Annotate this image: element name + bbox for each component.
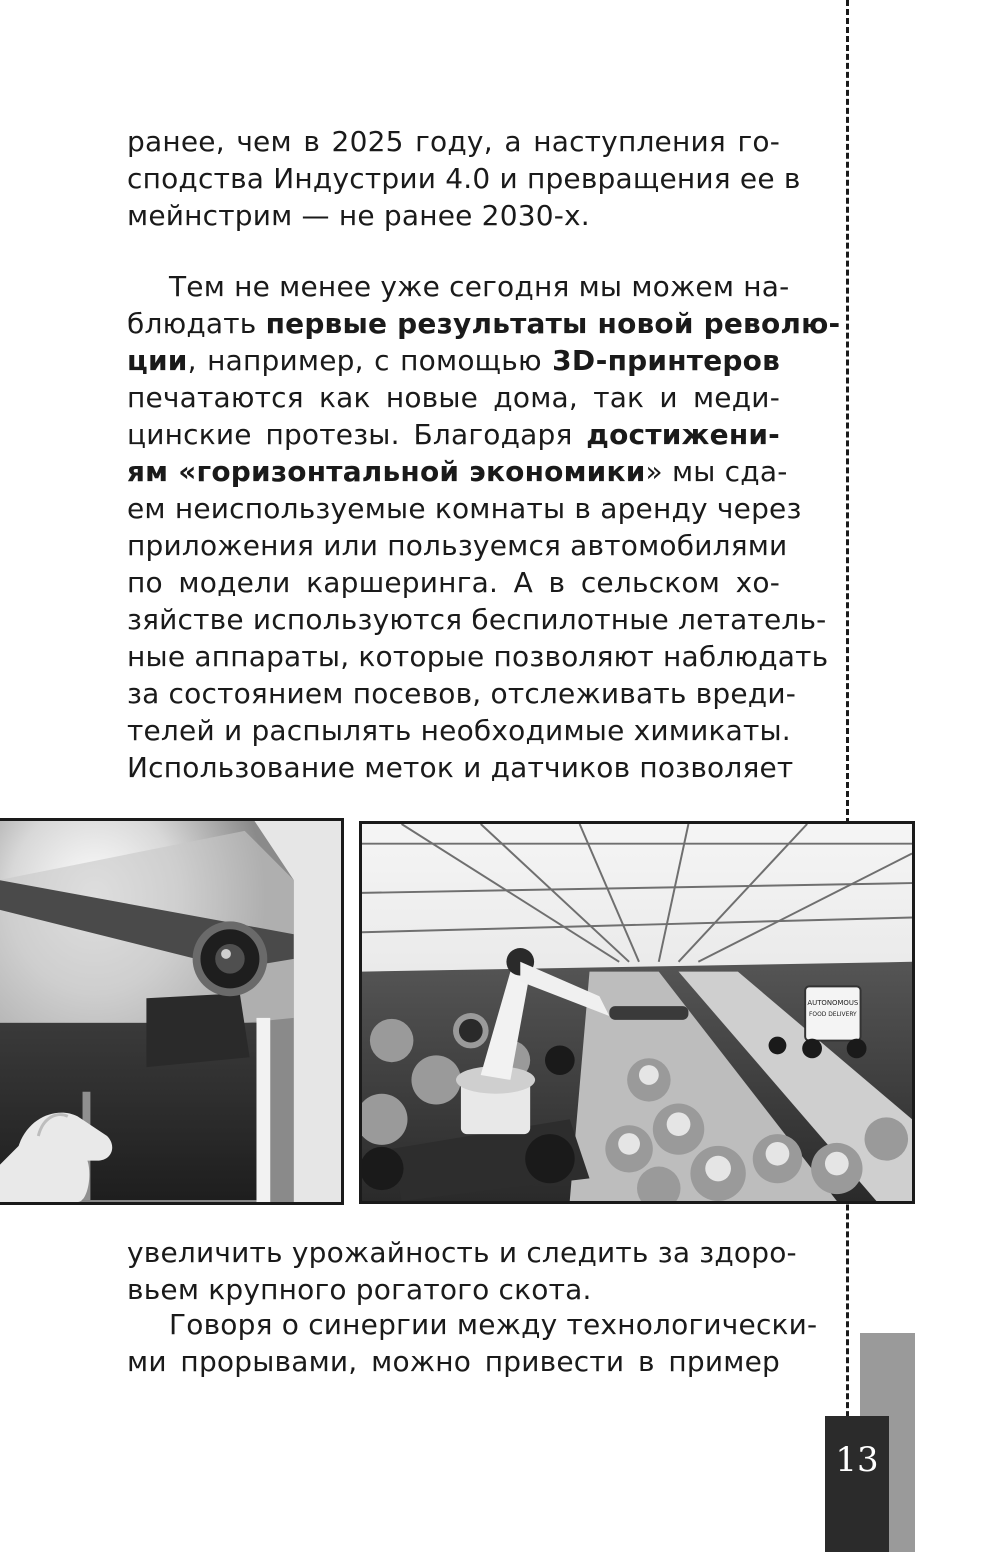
text-line: ем неиспользуемые комнаты в аренду через [127, 492, 802, 525]
text-line: ные аппараты, которые позволяют наблюдать [127, 640, 829, 673]
robot-label: AUTONOMOUS [807, 999, 859, 1008]
robot-sublabel: FOOD DELIVERY [809, 1011, 857, 1018]
text-line: ранее, чем в 2025 году, а наступления го- [127, 125, 780, 158]
text-line [127, 342, 780, 379]
text-run: блюдать [127, 307, 266, 340]
bold-run: достижени- [586, 418, 780, 451]
photo-greenhouse-robots [359, 821, 915, 1204]
text-run: цинские протезы. Благодаря [127, 418, 587, 451]
paragraph-2 [127, 268, 841, 786]
bold-run: 3D-принтеров [552, 344, 780, 377]
page-number-box [825, 1416, 889, 1552]
text-line: зяйстве используются беспилотные летатель- [127, 603, 827, 636]
text-run: » мы сда- [645, 455, 788, 488]
text-line: приложения или пользуемся автомобилями [127, 529, 788, 562]
text-line [127, 453, 788, 490]
text-line [127, 305, 841, 342]
text-line: за состоянием посевов, отслеживать вреди- [127, 677, 797, 710]
paragraph-3 [127, 1234, 797, 1308]
text-line: печатаются как новые дома, так и меди- [127, 381, 780, 414]
photo-camera-hand-image [0, 821, 341, 1202]
text-line: Использование меток и датчиков позволяет [127, 751, 794, 784]
text-line: Говоря о синергии между технологически- [169, 1308, 818, 1341]
text-line: по модели каршеринга. А в сельском хо- [127, 566, 780, 599]
paragraph-4 [127, 1306, 818, 1380]
bold-run: первые результаты новой револю- [265, 307, 841, 340]
photo-camera-hand [0, 818, 344, 1205]
cut-line [846, 0, 849, 1552]
text-line: увеличить урожайность и следить за здоро- [127, 1236, 797, 1269]
bold-run: ции [127, 344, 188, 377]
photo-greenhouse-image [362, 824, 912, 1201]
text-line: сподства Индустрии 4.0 и превращения ее в [127, 162, 801, 195]
paragraph-1 [127, 123, 801, 234]
text-line: телей и распылять необходимые химикаты. [127, 714, 791, 747]
text-line: ми прорывами, можно привести в пример [127, 1345, 780, 1378]
text-run: , например, с помощью [187, 344, 553, 377]
text-line: вьем крупного рогатого скота. [127, 1273, 592, 1306]
text-line: Тем не менее уже сегодня мы можем на- [169, 270, 790, 303]
text-line: мейнстрим — не ранее 2030-х. [127, 199, 590, 232]
page-number: 13 [835, 1440, 879, 1480]
text-line [127, 416, 780, 453]
bold-run: ям «горизонтальной экономики [127, 455, 646, 488]
